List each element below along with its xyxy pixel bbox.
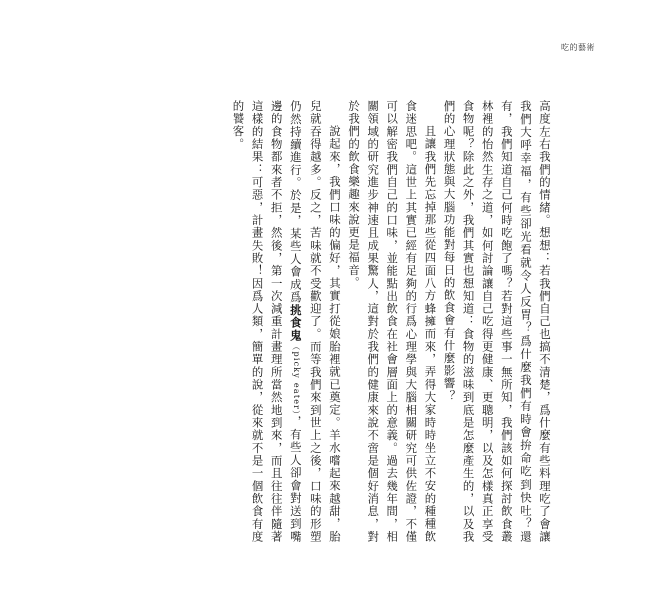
paragraph-2-text: 且讓我們先忘掉那些從四面八方蜂擁而來，弄得大家時時坐立不安的種種飲食迷思吧。這世上其實已經有足夠的行爲心理學與大腦相關研究可供佐證，不僅可以解密我們自己的口味，並能點出飲食在社會層面上的意義。過去幾年間，相關領域的研究進步神速且成果驚人，這對於我們的健康來說不啻是個好消息，對於我們的飲食樂趣來說更是福音。 [347,100,438,543]
paragraph-3 [228,100,344,543]
paragraph-2 [344,100,439,543]
paragraph-3-text-b: ，有些人卻會對送到嘴邊的食物都來者不拒，然後，第一次減重計畫理所當然地到來，而且往往伴隨著這樣的結果：可惡，計畫失敗！因爲人類，簡單的說，從來就不是一個飲食有度的饕客。 [231,100,303,543]
body-text [228,100,554,543]
picky-eater-gloss: （picky eater） [291,342,301,416]
picky-eater-term: 挑食鬼 [288,303,303,343]
paragraph-1 [439,100,554,543]
paragraph-1-text: 高度左右我們的情緒。想想：若我們自己也搞不清楚，爲什麼有些料理吃了會讓我們大呼幸福，有些卻光看就令人反胃？爲什麼我們有時會拚命吃到快吐？還有，我們知道自己何時吃飽了嗎？若對這些事一無所知，我們該如何探討飲食叢林裡的怡然生存之道，如何討論讓自己吃得更健康、更聰明，以及怎樣真正享受食物呢？除此之外，我們其實也想知道：食物的滋味到底是怎麼產生的，以及我們的心理狀態與大腦功能對每日的飲食會有什麼影響？ [442,100,552,543]
paragraph-3-text-a: 說起來，我們口味的偏好，其實打從娘胎裡就已奠定。羊水嚐起來越甜，胎兒就吞得越多。反之，苦味就不受歡迎了。而等我們來到世上之後，口味的形塑仍然持續進行。於是，某些人會成爲 [288,100,342,543]
running-header: 吃的藝術 [561,43,595,52]
